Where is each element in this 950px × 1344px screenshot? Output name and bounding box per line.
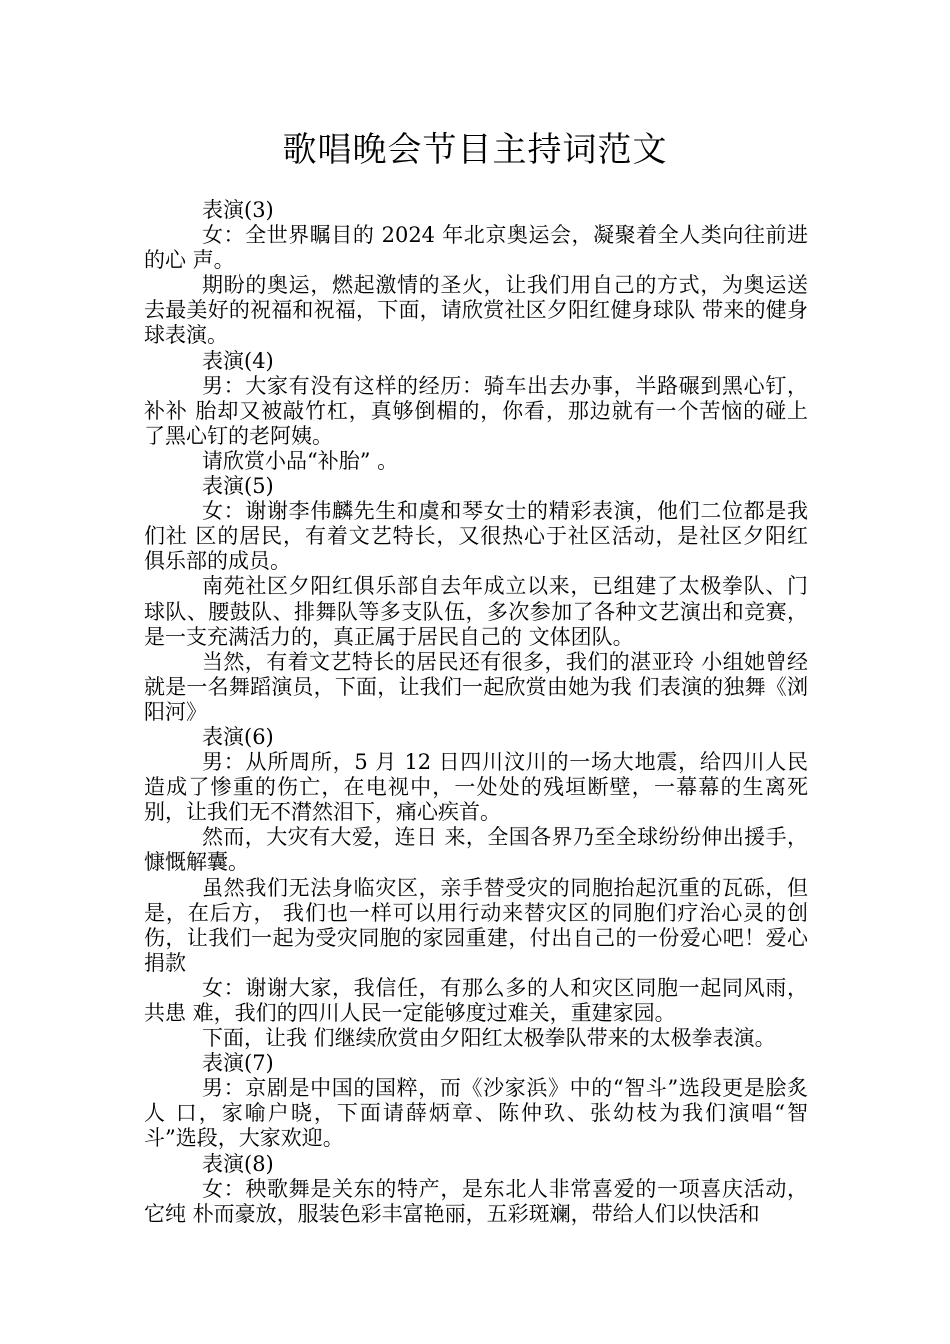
document-body bbox=[144, 198, 808, 1227]
paragraph: 男：从所周所，5 月 12 日四川汶川的一场大地震，给四川人民造成了惨重的伤亡，在电视中，一处处的残垣断壁，一幕幕的生离死别，让我们无不潸然泪下，痛心疾首。 bbox=[144, 750, 808, 825]
paragraph: 男：大家有没有这样的经历：骑车出去办事，半路碾到黑心钉，补补 胎却又被敲竹杠，真够倒楣的，你看，那边就有一个苦恼的碰上 了黑心钉的老阿姨。 bbox=[144, 373, 808, 448]
paragraph: 女：谢谢李伟麟先生和虞和琴女士的精彩表演，他们二位都是我们社 区的居民，有着文艺特长，又很热心于社区活动，是社区夕阳红 俱乐部的成员。 bbox=[144, 499, 808, 574]
document-title: 歌唱晚会节目主持词范文 bbox=[282, 130, 668, 170]
paragraph: 女：全世界瞩目的 2024 年北京奥运会，凝聚着全人类向往前进的心 声。 bbox=[144, 223, 808, 273]
paragraph: 期盼的奥运，燃起激情的圣火，让我们用自己的方式，为奥运送去最美好的祝福和祝福，下面，请欣赏社区夕阳红健身球队 带来的健身球表演。 bbox=[144, 273, 808, 348]
paragraph-performance-3: 表演(3) bbox=[202, 198, 274, 222]
paragraph-performance-5: 表演(5) bbox=[202, 474, 274, 499]
paragraph-performance-7: 表演(7) bbox=[202, 1051, 274, 1076]
paragraph: 然而，大灾有大爱，连日 来，全国各界乃至全球纷纷伸出援手，慷慨解囊。 bbox=[144, 825, 808, 875]
paragraph: 请欣赏小品“补胎” 。 bbox=[202, 448, 399, 473]
paragraph: 南苑社区夕阳红俱乐部自去年成立以来，已组建了太极拳队、门球队、腰鼓队、排舞队等多支队伍，多次参加了各种文艺演出和竞赛，是一支充满活力的，真正属于居民自己的 文体团队。 bbox=[144, 574, 808, 649]
paragraph-performance-4: 表演(4) bbox=[202, 348, 274, 373]
paragraph: 下面，让我 们继续欣赏由夕阳红太极拳队带来的太极拳表演。 bbox=[202, 1026, 776, 1051]
paragraph: 当然，有着文艺特长的居民还有很多，我们的湛亚玲 小组她曾经就是一名舞蹈演员，下面，让我们一起欣赏由她为我 们表演的独舞《浏阳河》 bbox=[144, 649, 808, 724]
paragraph-performance-6: 表演(6) bbox=[202, 724, 274, 749]
paragraph: 男：京剧是中国的国粹，而《沙家浜》中的“智斗”选段更是脍炙人 口，家喻户晓，下面请薛炳章、陈仲玖、张幼枝为我们演唱“智 斗”选段，大家欢迎。 bbox=[144, 1076, 808, 1151]
paragraph: 女：谢谢大家，我信任，有那么多的人和灾区同胞一起同风雨，共患 难，我们的四川人民一定能够度过难关，重建家园。 bbox=[144, 975, 808, 1025]
paragraph: 女：秧歌舞是关东的特产，是东北人非常喜爱的一项喜庆活动，它纯 朴而豪放，服装色彩丰富艳丽，五彩斑斓，带给人们以快活和 bbox=[144, 1176, 808, 1226]
paragraph-performance-8: 表演(8) bbox=[202, 1151, 274, 1176]
paragraph: 虽然我们无法身临灾区，亲手替受灾的同胞抬起沉重的瓦砾，但是，在后方， 我们也一样可以用行动来替灾区的同胞们疗治心灵的创伤，让我们一起为受灾同胞的家园重建，付出自己的一份爱心吧！爱心捐款 bbox=[144, 875, 808, 975]
